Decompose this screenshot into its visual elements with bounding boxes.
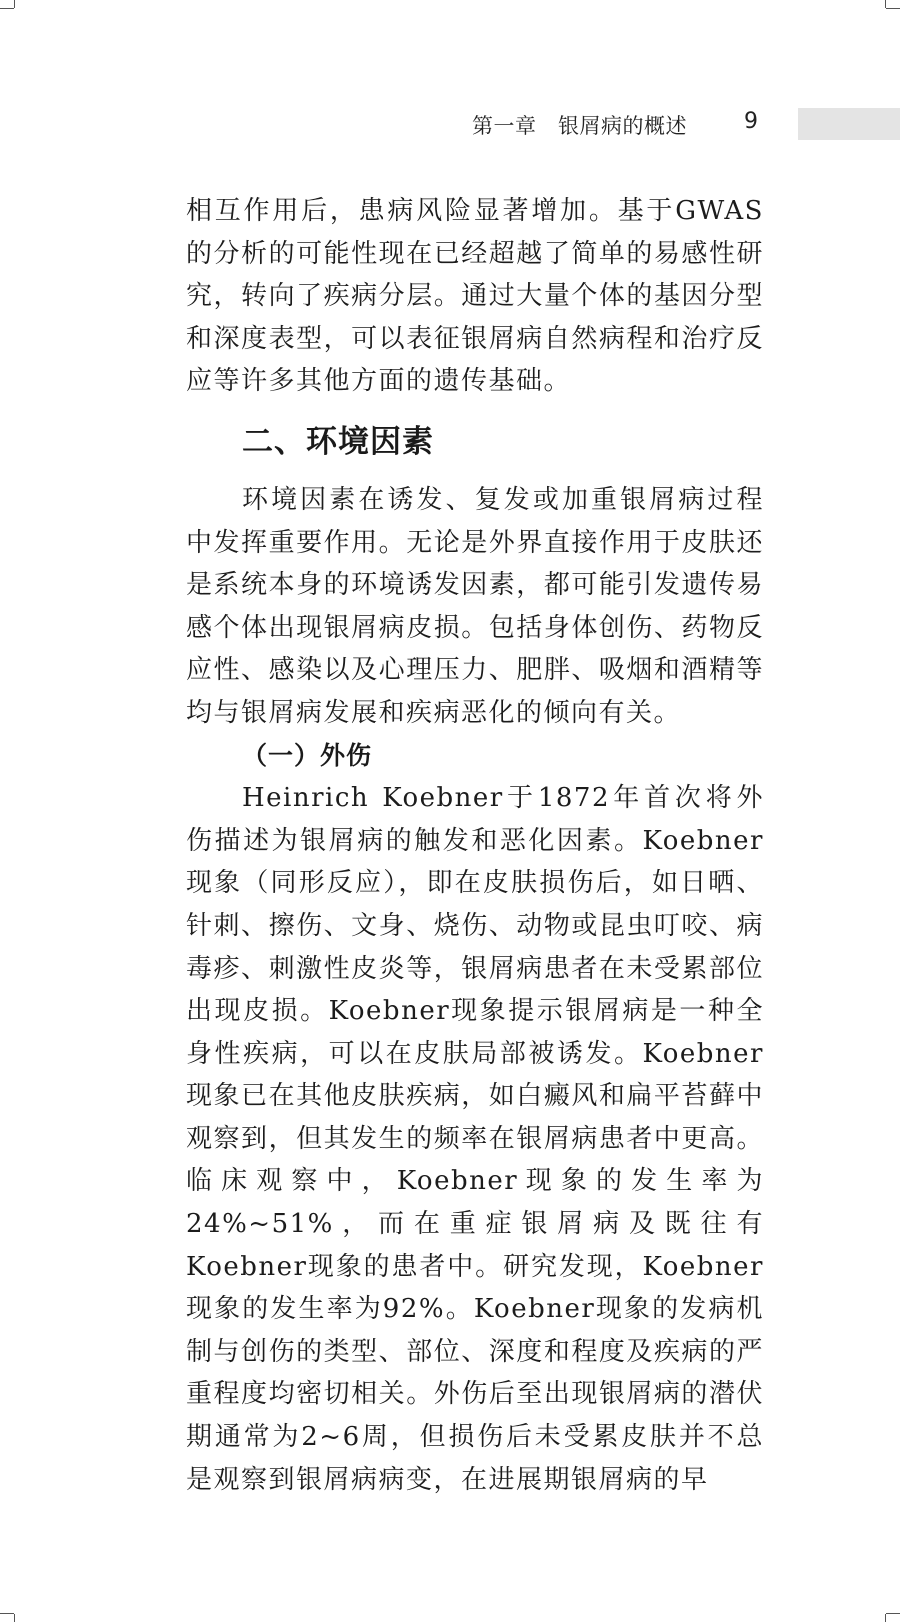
thumb-tab — [798, 108, 900, 140]
body-paragraph: 相互作用后，患病风险显著增加。基于GWAS的分析的可能性现在已经超越了简单的易感性研究，转向了疾病分层。通过大量个体的基因分型和深度表型，可以表征银屑病自然病程和治疗反应等许多其他方面的遗传基础。 — [186, 196, 764, 397]
section-heading: 二、环境因素 — [242, 423, 434, 460]
body-paragraph: Heinrich Koebner于1872年首次将外伤描述为银屑病的触发和恶化因素。Koebner现象（同形反应），即在皮肤损伤后，如日晒、针刺、擦伤、文身、烧伤、动物或昆虫叮咬、病毒疹、刺激性皮炎等，银屑病患者在未受累部位出现皮损。Koebner现象提示银屑病是一种全身性疾病，可以在皮肤局部被诱发。Koebner现象已在其他皮肤疾病，如白癜风和扁平苔藓中观察到，但其发生的频率在银屑病患者中更高。临床观察中，Koebner现象的发生率为24%~51%，而在重症银屑病及既往有Koebner现象的患者中。研究发现，Koebner现象的发生率为92%。Koebner现象的发病机制与创伤的类型、部位、深度和程度及疾病的严重程度均密切相关。外伤后至出现银屑病的潜伏期通常为2~6周，但损伤后未受累皮肤并不总是观察到银屑病病变，在进展期银屑病的早 — [186, 783, 764, 1495]
sub-heading: （一）外伤 — [242, 740, 373, 770]
running-header — [0, 108, 900, 142]
crop-mark — [14, 0, 15, 8]
crop-mark — [0, 8, 14, 9]
page-number: 9 — [744, 109, 758, 134]
crop-mark — [885, 1614, 886, 1622]
crop-mark — [886, 8, 900, 9]
crop-mark — [886, 1613, 900, 1614]
page-body — [186, 190, 764, 1501]
crop-mark — [0, 1613, 14, 1614]
chapter-title: 第一章 银屑病的概述 — [472, 114, 687, 138]
body-paragraph: 环境因素在诱发、复发或加重银屑病过程中发挥重要作用。无论是外界直接作用于皮肤还是系统本身的环境诱发因素，都可能引发遗传易感个体出现银屑病皮损。包括身体创伤、药物反应性、感染以及心理压力、肥胖、吸烟和酒精等均与银屑病发展和疾病恶化的倾向有关。 — [186, 484, 764, 728]
crop-mark — [885, 0, 886, 8]
crop-mark — [14, 1614, 15, 1622]
